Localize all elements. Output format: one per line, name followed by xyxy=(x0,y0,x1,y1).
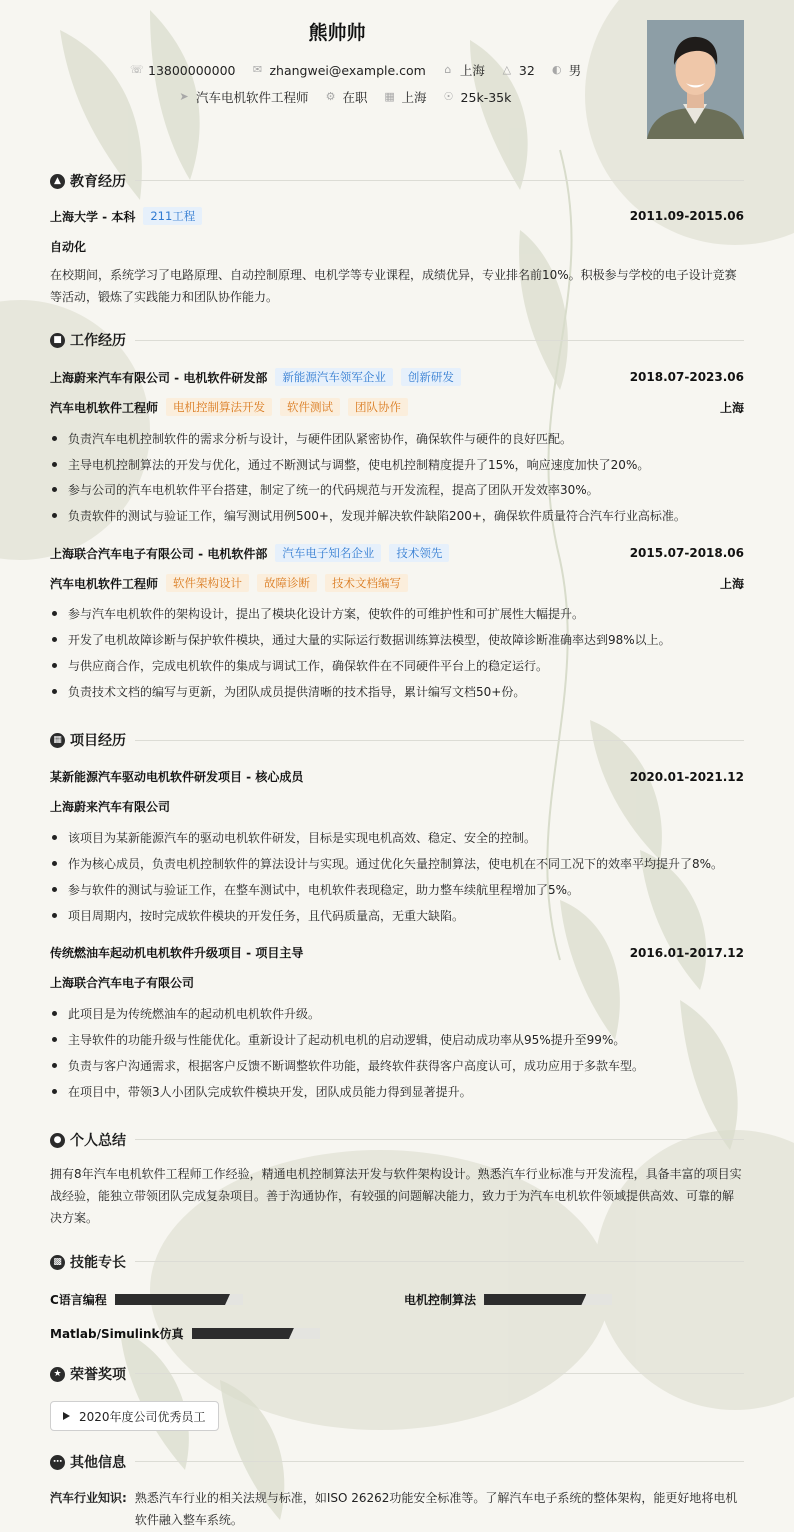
skill-bar xyxy=(484,1294,612,1305)
grid-icon: ▦ xyxy=(50,733,65,748)
project-1-bullet: 该项目为某新能源汽车的驱动电机软件研发，目标是实现电机高效、稳定、安全的控制。 xyxy=(50,829,744,846)
status-item xyxy=(325,88,368,106)
candidate-name: 熊帅帅 xyxy=(308,22,366,44)
target-city-item xyxy=(384,88,427,106)
age-text: 32 xyxy=(518,62,535,78)
education-section-title xyxy=(50,171,126,191)
work-title-text: 工作经历 xyxy=(70,333,126,349)
job-1-tag-2: 创新研发 xyxy=(401,368,461,386)
job-1-bullet: 负责软件的测试与验证工作，编写测试用例500+，发现并解决软件缺陷200+，确保软件质量符合汽车行业高标准。 xyxy=(50,507,744,524)
contact-row xyxy=(130,61,597,79)
skill-bar xyxy=(192,1328,320,1339)
job-1-bullet: 负责汽车电机控制软件的需求分析与设计，与硬件团队紧密协作，确保软件与硬件的良好匹配。 xyxy=(50,430,744,447)
email-item xyxy=(251,63,425,78)
building-icon: ▦ xyxy=(384,90,395,103)
projects-section-title xyxy=(50,730,126,750)
awards-title-text: 荣誉奖项 xyxy=(70,1367,126,1383)
skill-item xyxy=(404,1291,612,1308)
skills-title-text: 技能专长 xyxy=(70,1255,126,1271)
education-date: 2011.09-2015.06 xyxy=(629,209,744,223)
play-icon xyxy=(63,1412,70,1420)
other-section-title xyxy=(50,1452,126,1472)
project-1-date: 2020.01-2021.12 xyxy=(629,769,744,784)
cake-icon: △ xyxy=(502,63,512,76)
other-title-text: 其他信息 xyxy=(70,1455,126,1471)
job-1-skill-1: 电机控制算法开发 xyxy=(166,398,272,416)
job-1-date: 2018.07-2023.06 xyxy=(629,370,744,384)
avatar-illustration xyxy=(647,20,744,139)
school-name: 上海大学 - 本科 xyxy=(50,209,136,224)
skill-name: C语言编程 xyxy=(50,1293,107,1307)
other-divider xyxy=(135,1461,744,1462)
medal-icon: ★ xyxy=(50,1367,65,1382)
job-1-tag-1: 新能源汽车领军企业 xyxy=(275,368,393,386)
graduation-cap-icon: ▲ xyxy=(50,174,65,189)
gender-icon: ◐ xyxy=(551,63,562,76)
job-1-skill-3: 团队协作 xyxy=(348,398,408,416)
education-school-row xyxy=(50,207,744,225)
skills-section-title xyxy=(50,1252,126,1272)
phone-text: 13800000000 xyxy=(148,62,236,78)
bar-chart-icon: ▩ xyxy=(50,1255,65,1270)
job-2-role-row xyxy=(50,574,744,592)
project-1-bullet: 作为核心成员，负责电机控制软件的算法设计与实现。通过优化矢量控制算法，使电机在不同工况下的效率平均提升了8%。 xyxy=(50,855,744,872)
email-text: zhangwei@example.com xyxy=(269,62,426,78)
job-2-bullet: 负责技术文档的编写与更新，为团队成员提供清晰的技术指导，累计编写文档50+份。 xyxy=(50,683,744,700)
gender-text: 男 xyxy=(568,63,582,78)
awards-divider xyxy=(135,1373,744,1374)
job-2-location: 上海 xyxy=(719,576,744,591)
job-2-role: 汽车电机软件工程师 xyxy=(50,576,159,591)
profile-photo xyxy=(647,20,744,139)
person-icon: ● xyxy=(50,1133,65,1148)
job-1-role-row xyxy=(50,398,744,416)
skill-item xyxy=(50,1325,320,1342)
project-2-org: 上海联合汽车电子有限公司 xyxy=(50,976,195,990)
project-1-org: 上海蔚来汽车有限公司 xyxy=(50,800,171,814)
city-item xyxy=(442,61,485,79)
gear-icon: ⚙ xyxy=(325,90,336,103)
briefcase-icon: ■ xyxy=(50,333,65,348)
education-divider xyxy=(135,180,744,181)
job-2-bullet: 参与汽车电机软件的架构设计，提出了模块化设计方案，使软件的可维护性和可扩展性大幅提升。 xyxy=(50,605,744,622)
skill-bar xyxy=(115,1294,243,1305)
job-2-date: 2015.07-2018.06 xyxy=(629,546,744,560)
award-item xyxy=(50,1401,219,1431)
job-1-skill-2: 软件测试 xyxy=(280,398,340,416)
job-2-company: 上海联合汽车电子有限公司 - 电机软件部 xyxy=(50,546,268,561)
project-1-org-row xyxy=(50,798,744,815)
job-title-item xyxy=(178,88,309,106)
education-title-text: 教育经历 xyxy=(70,174,126,190)
salary-text: 25k-35k xyxy=(460,89,512,105)
work-divider xyxy=(135,340,744,341)
projects-title-text: 项目经历 xyxy=(70,733,126,749)
project-1-bullet: 参与软件的测试与验证工作，在整车测试中，电机软件表现稳定，助力整车续航里程增加了5%。 xyxy=(50,881,744,898)
job-2-tag-1: 汽车电子知名企业 xyxy=(275,544,381,562)
job-2-bullet: 开发了电机故障诊断与保护软件模块，通过大量的实际运行数据训练算法模型，使故障诊断准确率达到98%以上。 xyxy=(50,631,744,648)
project-1-name: 某新能源汽车驱动电机软件研发项目 - 核心成员 xyxy=(50,770,304,784)
project-2-bullet: 在项目中，带领3人小团队完成软件模块开发，团队成员能力得到显著提升。 xyxy=(50,1083,744,1100)
job-2-bullet: 与供应商合作，完成电机软件的集成与调试工作，确保软件在不同硬件平台上的稳定运行。 xyxy=(50,657,744,674)
phone-item xyxy=(130,63,235,78)
skill-name: 电机控制算法 xyxy=(404,1293,477,1307)
job-1-company: 上海蔚来汽车有限公司 - 电机软件研发部 xyxy=(50,370,268,385)
skill-bar-fill xyxy=(484,1294,586,1305)
skill-item xyxy=(50,1291,243,1308)
phone-icon: ☏ xyxy=(130,63,144,76)
other-info-text: 熟悉汽车行业的相关法规与标准，如ISO 26262功能安全标准等。了解汽车电子系统的整体架构，能更好地将电机软件融入整车系统。 xyxy=(134,1491,738,1527)
city-text: 上海 xyxy=(459,63,485,78)
project-2-bullet: 负责与客户沟通需求，根据客户反馈不断调整软件功能，最终软件获得客户高度认可，成功应用于多款车型。 xyxy=(50,1057,744,1074)
job-1-role: 汽车电机软件工程师 xyxy=(50,400,159,415)
project-2-bullet: 此项目是为传统燃油车的起动机电机软件升级。 xyxy=(50,1005,744,1022)
home-icon: ⌂ xyxy=(444,63,452,76)
school-tag: 211工程 xyxy=(143,207,202,225)
age-item xyxy=(501,63,535,78)
summary-text: 拥有8年汽车电机软件工程师工作经验，精通电机控制算法开发与软件架构设计。熟悉汽车行业标准与开发流程，具备丰富的项目实战经验，能独立带领团队完成复杂项目。善于沟通协作，有较强的问题解决能力，致力于为汽车电机软件领域提供高效、可靠的解决方案。 xyxy=(50,1167,742,1225)
job-intent-row xyxy=(178,88,527,106)
job-title-text: 汽车电机软件工程师 xyxy=(196,90,309,105)
job-2-skill-3: 技术文档编写 xyxy=(325,574,408,592)
send-icon: ➤ xyxy=(179,90,189,103)
project-2-date: 2016.01-2017.12 xyxy=(629,945,744,960)
job-2-skill-1: 软件架构设计 xyxy=(166,574,249,592)
award-text: 2020年度公司优秀员工 xyxy=(79,1409,206,1424)
job-2-tag-2: 技术领先 xyxy=(389,544,449,562)
skills-divider xyxy=(135,1261,744,1262)
summary-section-title xyxy=(50,1130,126,1150)
target-city-text: 上海 xyxy=(401,90,427,105)
project-2-org-row xyxy=(50,974,744,991)
skill-name: Matlab/Simulink仿真 xyxy=(50,1327,184,1341)
job-2-skill-2: 故障诊断 xyxy=(257,574,317,592)
project-2-bullet: 主导软件的功能升级与性能优化。重新设计了起动机电机的启动逻辑，使启动成功率从95%提升至99%。 xyxy=(50,1031,744,1048)
skill-bar-fill xyxy=(115,1294,230,1305)
major: 自动化 xyxy=(50,240,87,254)
gender-item xyxy=(551,61,582,79)
summary-title-text: 个人总结 xyxy=(70,1133,126,1149)
status-text: 在职 xyxy=(342,90,368,105)
job-1-header xyxy=(50,368,744,386)
more-icon: ⋯ xyxy=(50,1455,65,1470)
other-info-label: 汽车行业知识: xyxy=(50,1491,127,1505)
job-1-bullet: 主导电机控制算法的开发与优化，通过不断测试与调整，使电机控制精度提升了15%，响应速度加快了20%。 xyxy=(50,456,744,473)
education-major-row xyxy=(50,238,744,255)
project-1-bullet: 项目周期内，按时完成软件模块的开发任务，且代码质量高，无重大缺陷。 xyxy=(50,907,744,924)
summary-divider xyxy=(135,1139,744,1140)
projects-divider xyxy=(135,740,744,741)
job-1-bullet: 参与公司的汽车电机软件平台搭建，制定了统一的代码规范与开发流程，提高了团队开发效率30%。 xyxy=(50,481,744,498)
education-description: 在校期间，系统学习了电路原理、自动控制原理、电机学等专业课程，成绩优异，专业排名前10%。积极参与学校的电子设计竞赛等活动，锻炼了实践能力和团队协作能力。 xyxy=(50,268,737,304)
job-2-header xyxy=(50,544,744,562)
coin-icon: ☉ xyxy=(443,90,454,103)
job-1-location: 上海 xyxy=(719,400,744,415)
awards-section-title xyxy=(50,1364,126,1384)
project-2-header xyxy=(50,944,744,961)
mail-icon: ✉ xyxy=(252,63,263,76)
salary-item xyxy=(443,90,512,105)
project-1-header xyxy=(50,768,744,785)
project-2-name: 传统燃油车起动机电机软件升级项目 - 项目主导 xyxy=(50,946,304,960)
other-info-row xyxy=(50,1487,744,1531)
skill-bar-fill xyxy=(192,1328,294,1339)
work-section-title xyxy=(50,330,126,350)
